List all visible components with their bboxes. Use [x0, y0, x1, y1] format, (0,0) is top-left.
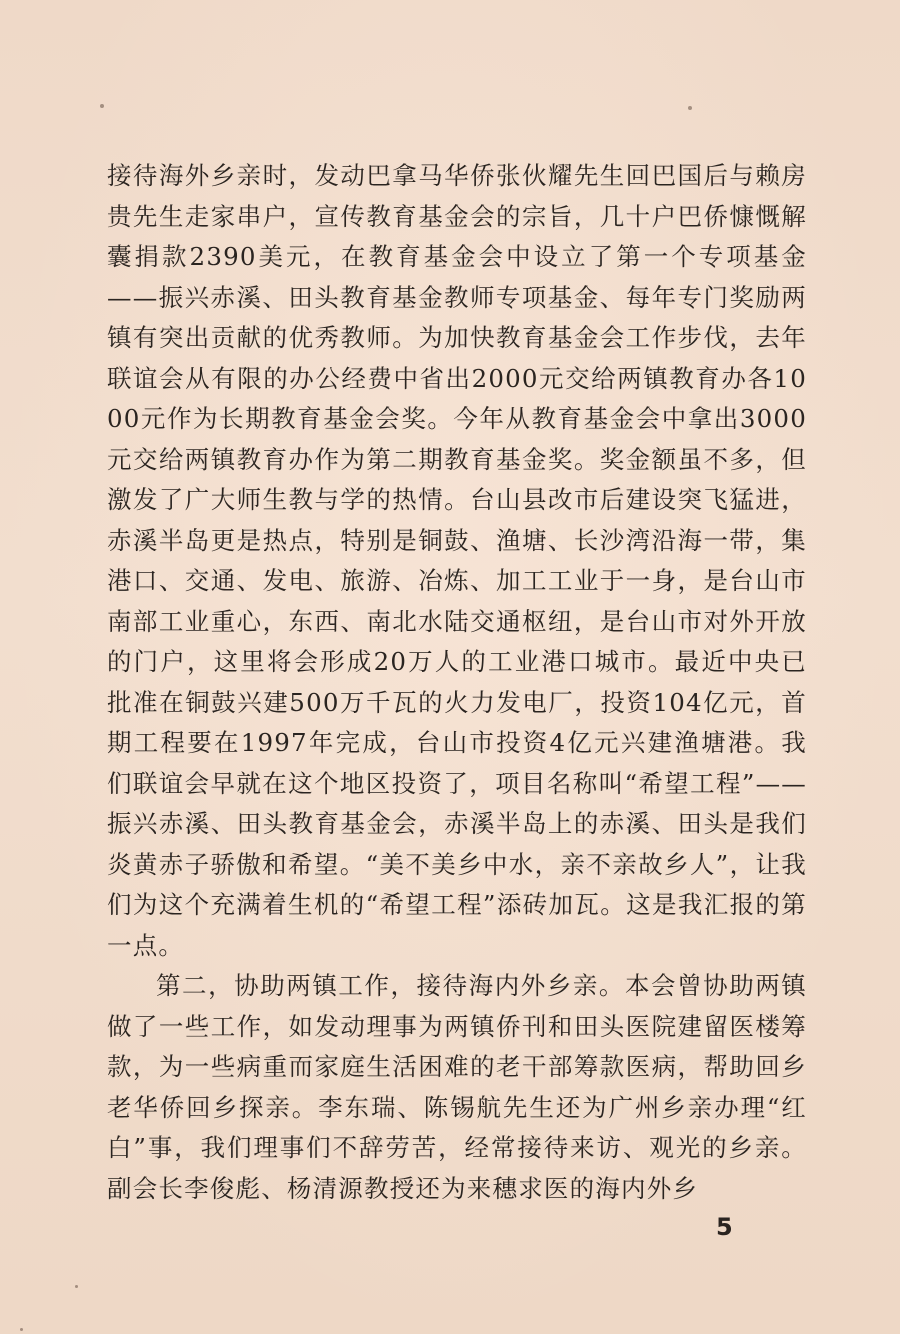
paper-speck [100, 104, 104, 108]
paper-speck [688, 106, 692, 110]
paper-speck [20, 1328, 23, 1331]
paragraph-1: 接待海外乡亲时，发动巴拿马华侨张伙耀先生回巴国后与赖房贵先生走家串户，宣传教育基金会的宗旨，几十户巴侨慷慨解囊捐款2390美元，在教育基金会中设立了第一个专项基金——振兴赤溪、田头教育基金教师专项基金、每年专门奖励两镇有突出贡献的优秀教师。为加快教育基金会工作步伐，去年联谊会从有限的办公经费中省出2000元交给两镇教育办各1000元作为长期教育基金会奖。今年从教育基金会中拿出3000元交给两镇教育办作为第二期教育基金奖。奖金额虽不多，但激发了广大师生教与学的热情。台山县改市后建设突飞猛进，赤溪半岛更是热点，特别是铜鼓、渔塘、长沙湾沿海一带，集港口、交通、发电、旅游、冶炼、加工工业于一身，是台山市南部工业重心，东西、南北水陆交通枢纽，是台山市对外开放的门户，这里将会形成20万人的工业港口城市。最近中央已批准在铜鼓兴建500万千瓦的火力发电厂，投资104亿元，首期工程要在1997年完成，台山市投资4亿元兴建渔塘港。我们联谊会早就在这个地区投资了，项目名称叫“希望工程”——振兴赤溪、田头教育基金会，赤溪半岛上的赤溪、田头是我们炎黄赤子骄傲和希望。“美不美乡中水，亲不亲故乡人”，让我们为这个充满着生机的“希望工程”添砖加瓦。这是我汇报的第一点。 [107, 161, 807, 960]
body-text [107, 156, 807, 1209]
paragraph-2: 第二，协助两镇工作，接待海内外乡亲。本会曾协助两镇做了一些工作，如发动理事为两镇侨刊和田头医院建留医楼筹款，为一些病重而家庭生活困难的老干部筹款医病，帮助回乡老华侨回乡探亲。李东瑞、陈锡航先生还为广州乡亲办理“红白”事，我们理事们不辞劳苦，经常接待来访、观光的乡亲。副会长李俊彪、杨清源教授还为来穗求医的海内外乡 [107, 971, 807, 1203]
page-number: 5 [716, 1213, 733, 1241]
paper-speck [75, 1285, 78, 1288]
